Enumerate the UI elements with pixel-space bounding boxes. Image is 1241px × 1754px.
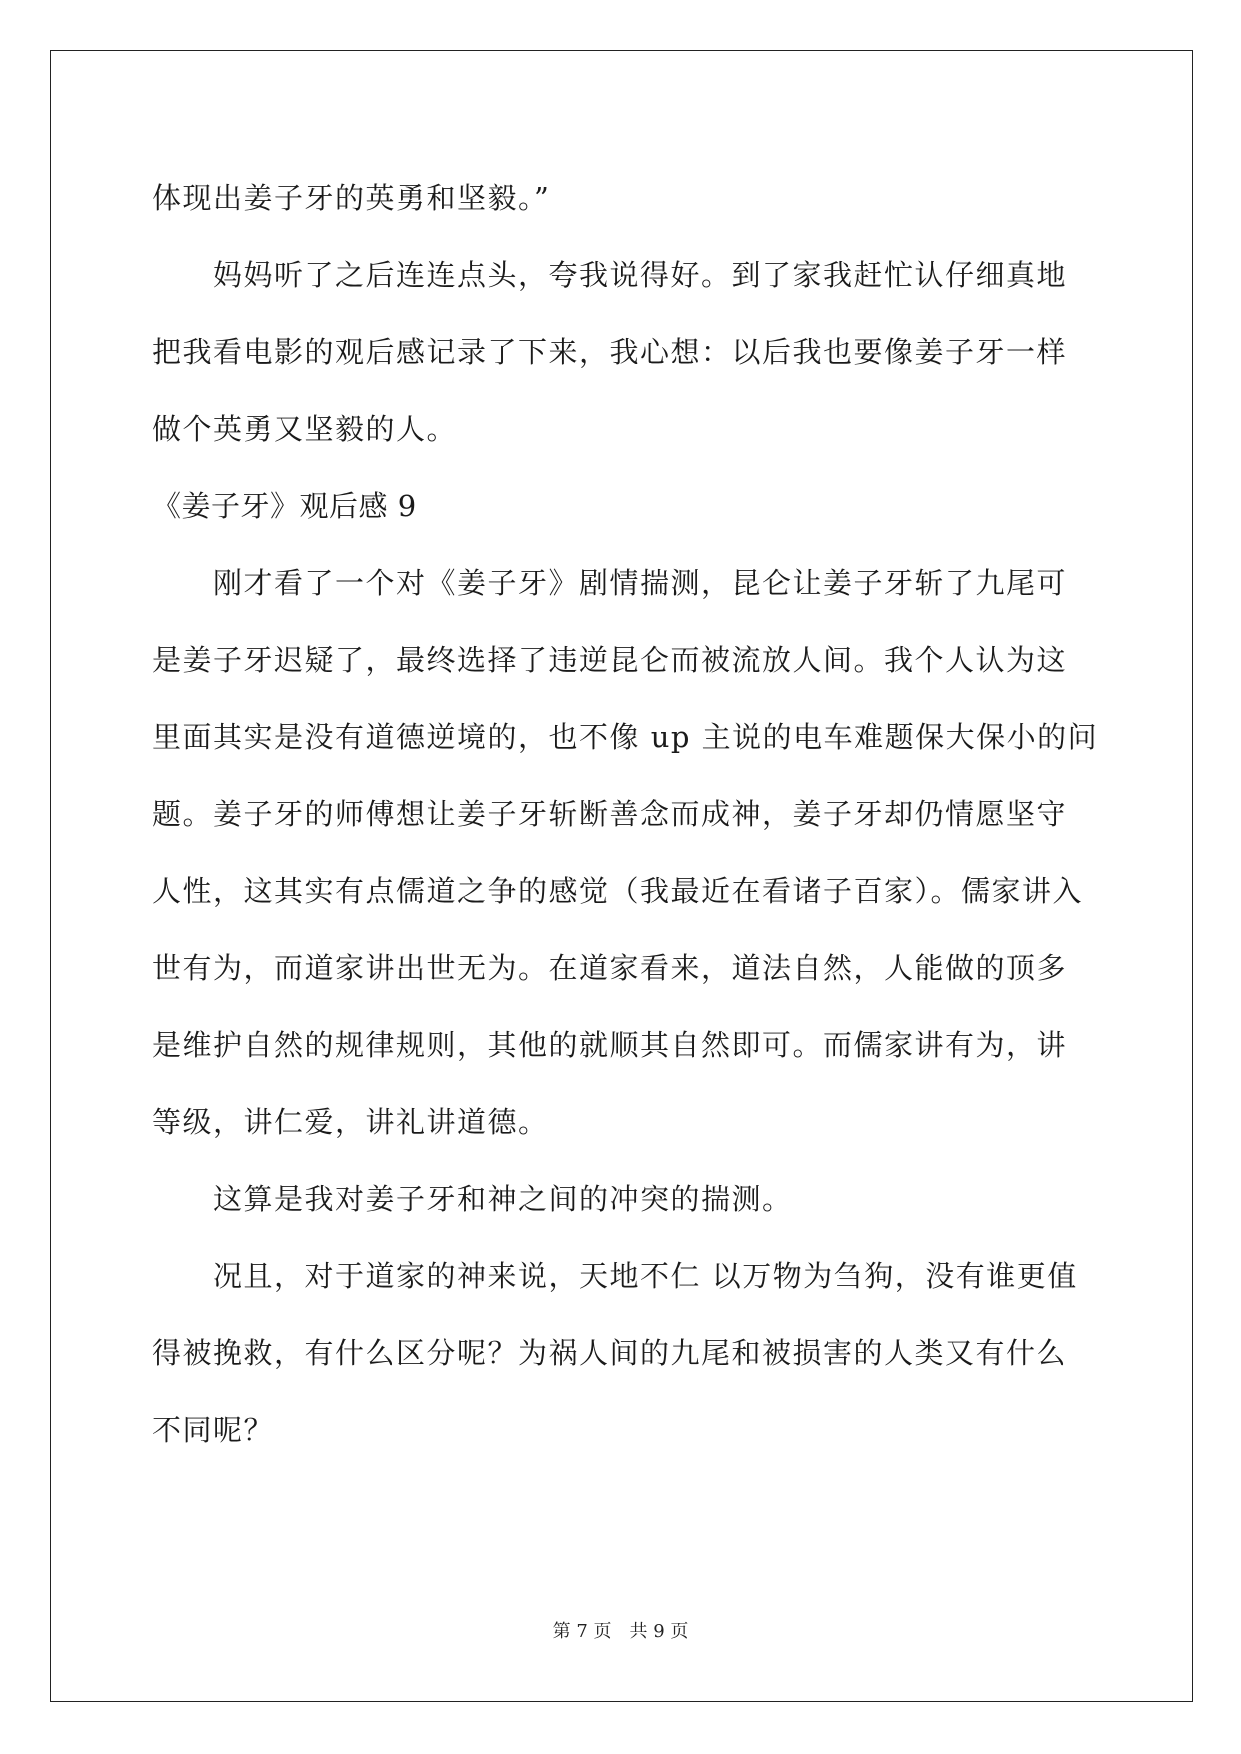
text-line: 是维护自然的规律规则，其他的就顺其自然即可。而儒家讲有为，讲 (152, 1028, 1068, 1062)
text-line: 是姜子牙迟疑了，最终选择了违逆昆仑而被流放人间。我个人认为这 (152, 643, 1068, 677)
text-line: 里面其实是没有道德逆境的，也不像 up 主说的电车难题保大保小的问 (152, 720, 1099, 754)
text-line: 不同呢？ (152, 1413, 275, 1447)
text-line: 做个英勇又坚毅的人。 (152, 412, 458, 446)
text-line: 妈妈听了之后连连点头，夸我说得好。到了家我赶忙认仔细真地 (152, 258, 1068, 292)
text-line: 刚才看了一个对《姜子牙》剧情揣测，昆仑让姜子牙斩了九尾可 (152, 566, 1068, 600)
text-line: 把我看电影的观后感记录了下来，我心想：以后我也要像姜子牙一样 (152, 335, 1068, 369)
page-number-total: 共 9 页 (629, 1621, 689, 1642)
text-line: 人性，这其实有点儒道之争的感觉（我最近在看诸子百家）。儒家讲入 (152, 874, 1084, 908)
text-line: 况且，对于道家的神来说，天地不仁 以万物为刍狗，没有谁更值 (152, 1259, 1078, 1293)
text-line: 这算是我对姜子牙和神之间的冲突的揣测。 (152, 1182, 793, 1216)
text-line: 体现出姜子牙的英勇和坚毅。” (152, 181, 551, 215)
page-footer (0, 1617, 1241, 1643)
page-number-current: 第 7 页 (552, 1621, 612, 1642)
text-line: 世有为，而道家讲出世无为。在道家看来，道法自然，人能做的顶多 (152, 951, 1068, 985)
text-line: 等级，讲仁爱，讲礼讲道德。 (152, 1105, 549, 1139)
text-line: 题。姜子牙的师傅想让姜子牙斩断善念而成神，姜子牙却仍情愿坚守 (152, 797, 1068, 831)
section-heading: 《姜子牙》观后感 9 (152, 489, 417, 523)
text-line: 得被挽救，有什么区分呢？为祸人间的九尾和被损害的人类又有什么 (152, 1336, 1068, 1370)
document-body (152, 160, 1099, 1469)
